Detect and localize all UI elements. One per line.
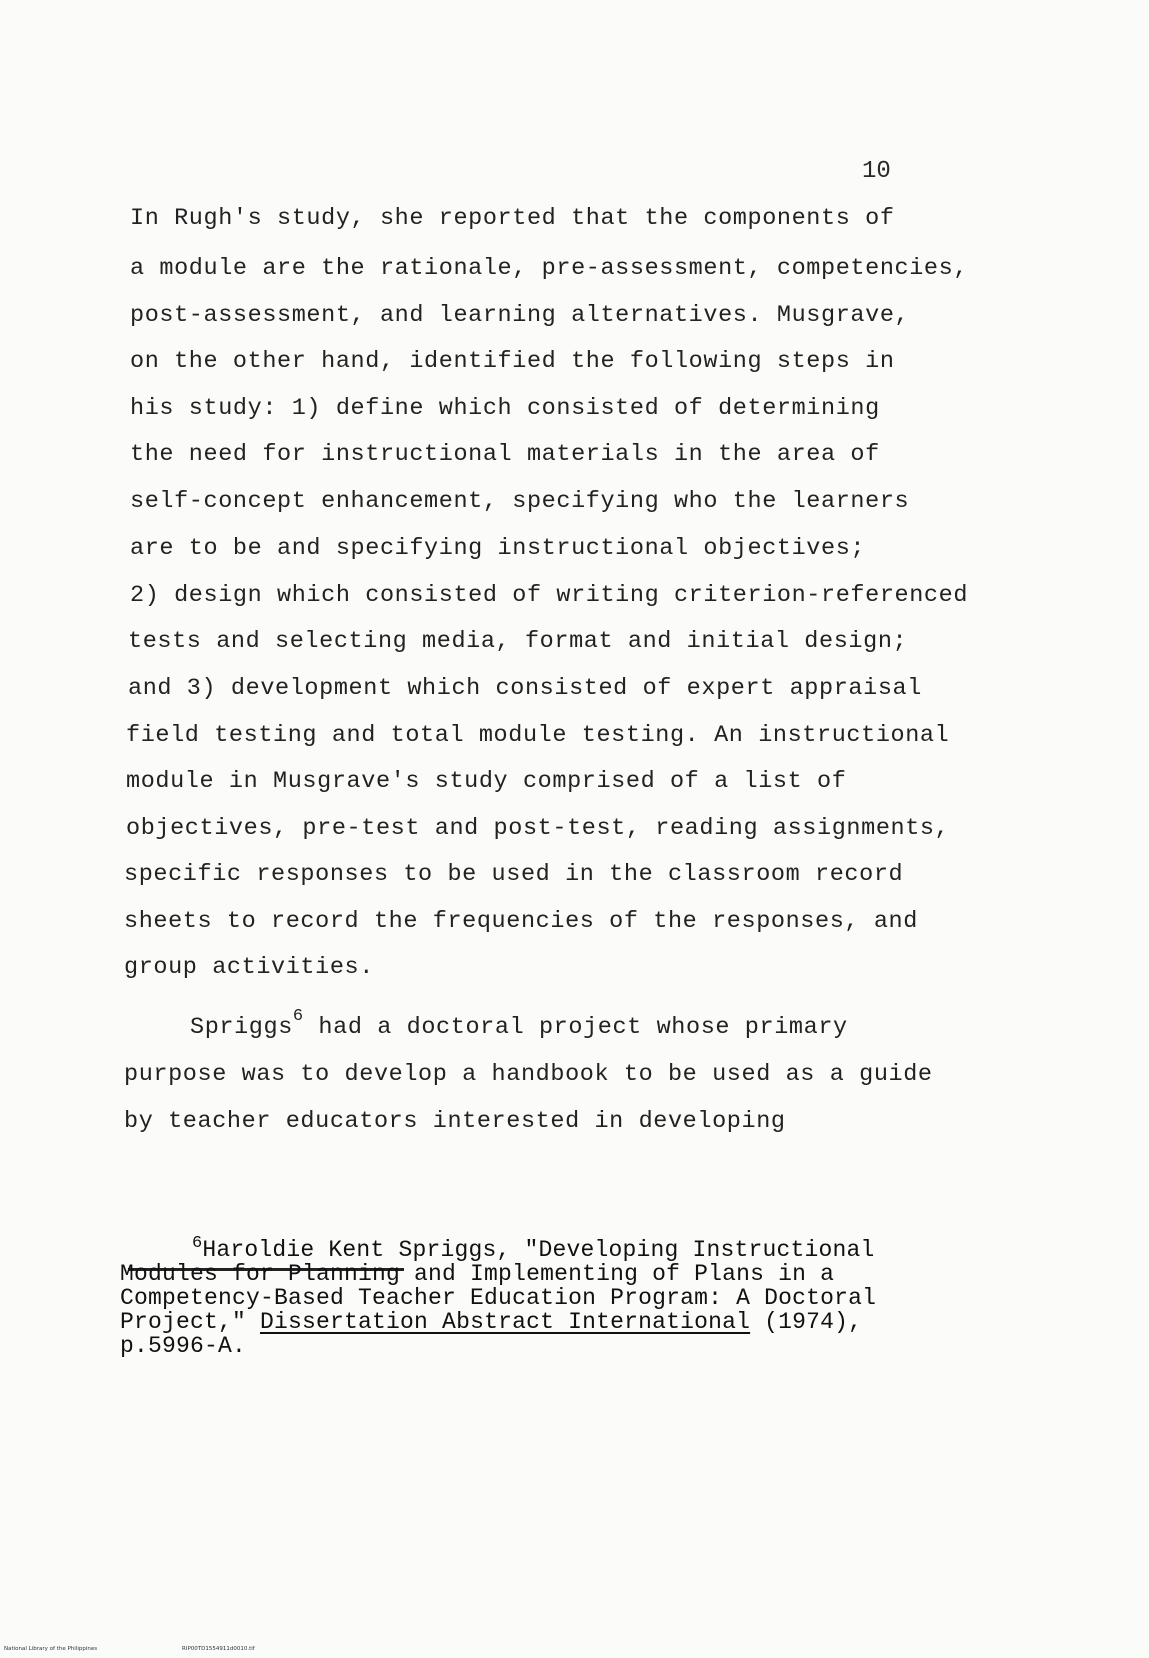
body-line: sheets to record the frequencies of the responses, and [124, 908, 918, 935]
footnote-line [120, 1310, 862, 1334]
scan-source-caption: National Library of the Philippines [4, 1646, 98, 1652]
body-line: the need for instructional materials in the area of [130, 441, 880, 468]
body-line: are to be and specifying instructional objectives; [130, 535, 866, 562]
footnote-publication-title: Dissertation Abstract International [260, 1309, 751, 1335]
body-line: objectives, pre-test and post-test, reading assignments, [126, 815, 950, 842]
body-line: In Rugh's study, she reported that the components of [130, 205, 895, 232]
footnote-text: Haroldie Kent Spriggs, "Developing Instructional [202, 1237, 875, 1263]
body-line: field testing and total module testing. An instructional [126, 722, 950, 749]
body-line: by teacher educators interested in developing [124, 1108, 786, 1135]
body-line: on the other hand, identified the following steps in [130, 348, 895, 375]
footnote-text: (1974), [750, 1309, 863, 1335]
footnote-line: Modules for Planning and Implementing of Plans in a [120, 1261, 835, 1287]
body-line: tests and selecting media, format and initial design; [128, 628, 908, 655]
body-line: 2) design which consisted of writing criterion-referenced [130, 582, 969, 609]
body-line: module in Musgrave's study comprised of a list of [126, 768, 847, 795]
footnote-reference: 6 [292, 1007, 304, 1026]
scan-filename-caption: RIP00TD1554911d0010.tif [182, 1646, 255, 1652]
paragraph2-lead: Spriggs [190, 1014, 293, 1041]
page-number: 10 [862, 158, 891, 185]
body-line: specific responses to be used in the classroom record [124, 861, 904, 888]
paragraph2-lead-rest: had a doctoral project whose primary [303, 1014, 848, 1041]
footnote-text: Project," [120, 1309, 261, 1335]
body-line: post-assessment, and learning alternatives. Musgrave, [130, 302, 910, 329]
body-line: self-concept enhancement, specifying who the learners [130, 488, 910, 515]
footnote-line: Competency-Based Teacher Education Program: A Doctoral [120, 1285, 877, 1311]
body-line [190, 1007, 848, 1041]
footnote-marker: 6 [192, 1234, 203, 1253]
body-line: purpose was to develop a handbook to be used as a guide [124, 1061, 933, 1088]
body-line: his study: 1) define which consisted of determining [130, 395, 880, 422]
footnote-line: p.5996-A. [120, 1333, 247, 1359]
body-line: a module are the rationale, pre-assessment, competencies, [130, 255, 969, 282]
body-line: group activities. [124, 954, 374, 981]
body-line: and 3) development which consisted of expert appraisal [128, 675, 922, 702]
